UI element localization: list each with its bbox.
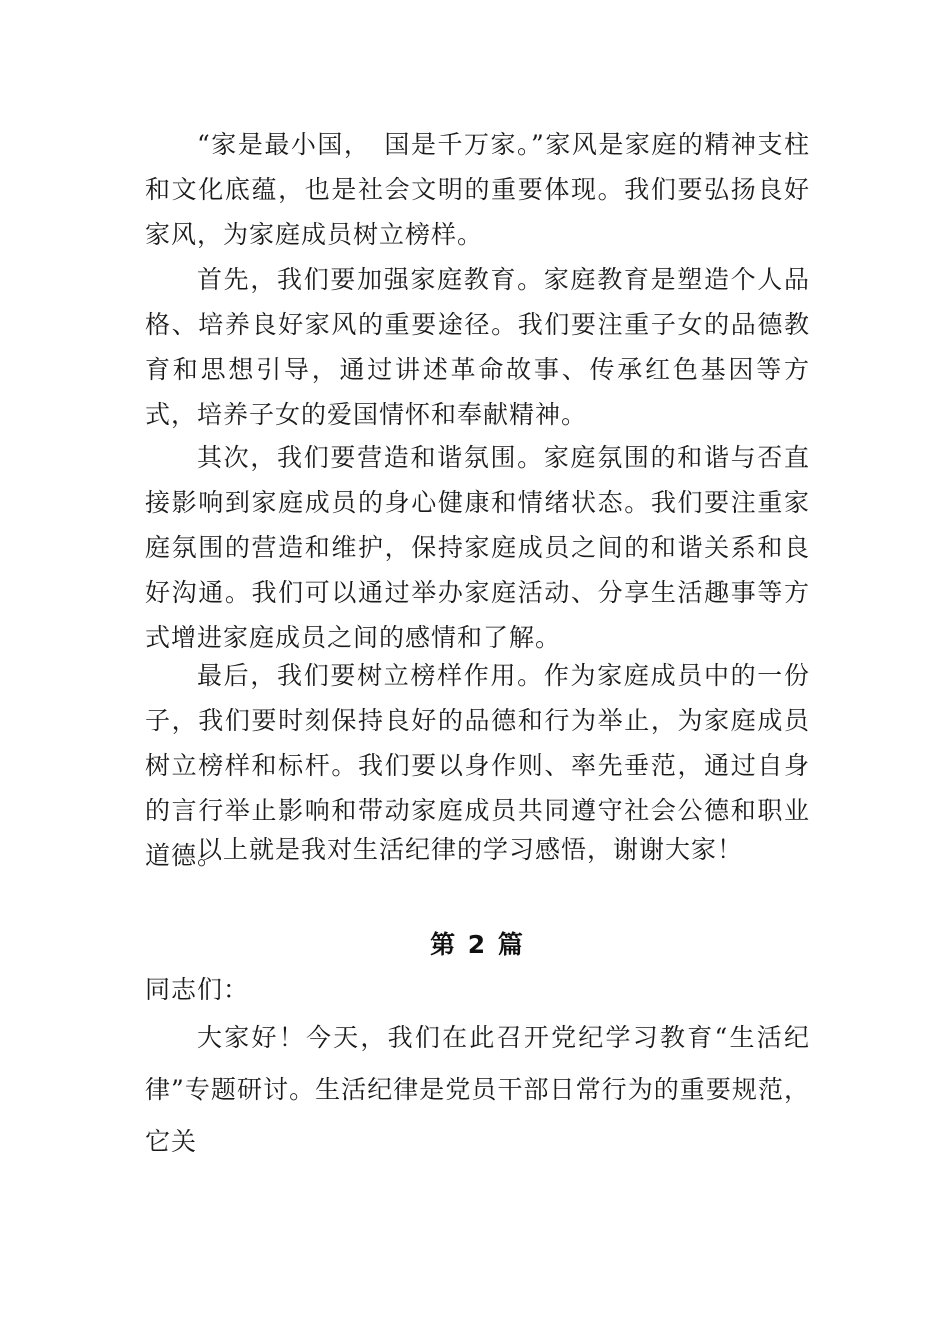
salutation: 同志们： [145,975,250,1004]
section-heading: 第 2 篇 [430,930,525,959]
paragraph-family-style: “家是最小国， 国是千万家。”家风是家庭的精神支柱和文化底蕴，也是社会文明的重要体现。我们要弘扬良好家风，为家庭成员树立榜样。 [145,130,810,249]
paragraph-closing: 以上就是我对生活纪律的学习感悟，谢谢大家！ [197,835,744,864]
paragraph-second-point: 其次，我们要营造和谐氛围。家庭氛围的和谐与否直接影响到家庭成员的身心健康和情绪状态。我们要注重家庭氛围的营造和维护，保持家庭成员之间的和谐关系和良好沟通。我们可以通过举办家庭活动、分享生活趣事等方式增进家庭成员之间的感情和了解。 [145,443,810,652]
paragraph-opening: 大家好！今天，我们在此召开党纪学习教育“生活纪律”专题研讨。生活纪律是党员干部日常行为的重要规范，它关 [145,1023,810,1156]
paragraph-third-point: 最后，我们要树立榜样作用。作为家庭成员中的一份子，我们要时刻保持良好的品德和行为举止，为家庭成员树立榜样和标杆。我们要以身作则、率先垂范，通过自身的言行举止影响和带动家庭成员共同遵守社会公德和职业道德。 [145,661,810,870]
paragraph-first-point: 首先，我们要加强家庭教育。家庭教育是塑造个人品格、培养良好家风的重要途径。我们要注重子女的品德教育和思想引导，通过讲述革命故事、传承红色基因等方式，培养子女的爱国情怀和奉献精神。 [145,265,810,429]
